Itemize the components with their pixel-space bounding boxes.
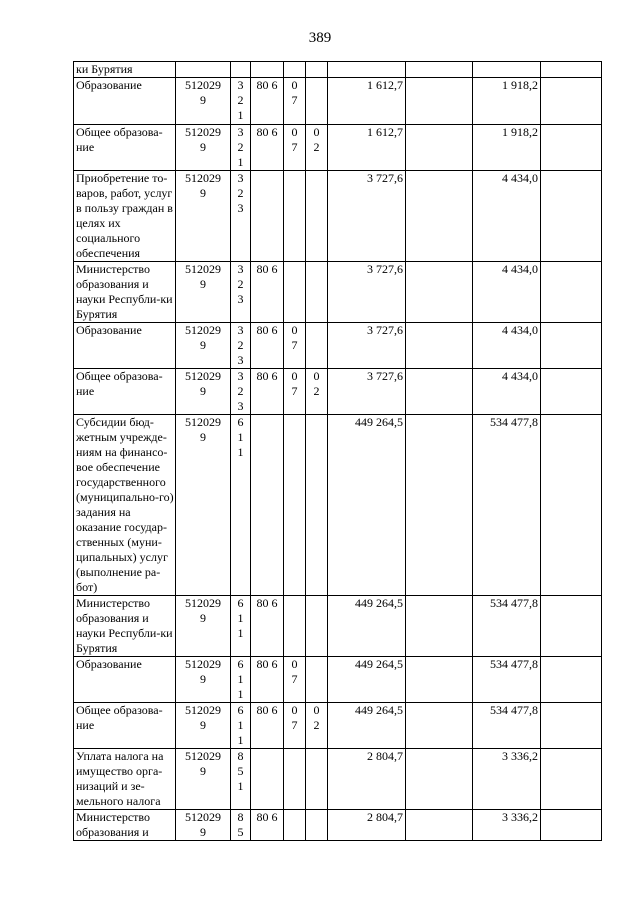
empty-cell bbox=[541, 596, 602, 657]
amount-2-cell: 4 434,0 bbox=[473, 171, 541, 262]
item-name-cell: Приобретение то-варов, работ, услуг в пользу граждан в целях их социального обеспечения bbox=[74, 171, 176, 262]
section-cell: 0 7 bbox=[284, 369, 306, 415]
amount-2-cell: 4 434,0 bbox=[473, 369, 541, 415]
target-article-cell: 512029 9 bbox=[176, 657, 231, 703]
expense-type-cell: 6 1 1 bbox=[231, 657, 251, 703]
administrator-cell: 80 6 bbox=[251, 596, 284, 657]
target-article-cell: 512029 9 bbox=[176, 596, 231, 657]
section-cell bbox=[284, 171, 306, 262]
table-row bbox=[74, 596, 602, 657]
target-article-cell: 512029 9 bbox=[176, 369, 231, 415]
subsection-cell bbox=[306, 62, 328, 78]
section-cell bbox=[284, 62, 306, 78]
amount-1-cell: 449 264,5 bbox=[328, 596, 406, 657]
subsection-cell bbox=[306, 323, 328, 369]
amount-2-cell: 3 336,2 bbox=[473, 810, 541, 841]
empty-cell bbox=[541, 171, 602, 262]
empty-cell bbox=[541, 415, 602, 596]
target-article-cell: 512029 9 bbox=[176, 415, 231, 596]
item-name-cell: Министерство образования и науки Республи-ки Бурятия bbox=[74, 262, 176, 323]
budget-table bbox=[73, 61, 602, 841]
empty-cell bbox=[406, 415, 473, 596]
amount-2-cell: 4 434,0 bbox=[473, 262, 541, 323]
subsection-cell bbox=[306, 657, 328, 703]
item-name-cell: Образование bbox=[74, 657, 176, 703]
target-article-cell: 512029 9 bbox=[176, 125, 231, 171]
amount-1-cell: 449 264,5 bbox=[328, 415, 406, 596]
item-name-cell: Министерство образования и bbox=[74, 810, 176, 841]
expense-type-cell: 3 2 3 bbox=[231, 171, 251, 262]
amount-2-cell: 534 477,8 bbox=[473, 703, 541, 749]
section-cell: 0 7 bbox=[284, 657, 306, 703]
amount-1-cell: 1 612,7 bbox=[328, 125, 406, 171]
expense-type-cell: 6 1 1 bbox=[231, 596, 251, 657]
table-row bbox=[74, 810, 602, 841]
subsection-cell bbox=[306, 749, 328, 810]
empty-cell bbox=[541, 262, 602, 323]
item-name-cell: Министерство образования и науки Республи-ки Бурятия bbox=[74, 596, 176, 657]
empty-cell bbox=[406, 125, 473, 171]
expense-type-cell: 8 5 bbox=[231, 810, 251, 841]
empty-cell bbox=[541, 369, 602, 415]
item-name-cell: Общее образова-ние bbox=[74, 703, 176, 749]
administrator-cell: 80 6 bbox=[251, 810, 284, 841]
amount-1-cell: 449 264,5 bbox=[328, 657, 406, 703]
expense-type-cell: 3 2 3 bbox=[231, 262, 251, 323]
administrator-cell bbox=[251, 749, 284, 810]
subsection-cell: 0 2 bbox=[306, 703, 328, 749]
empty-cell bbox=[541, 78, 602, 125]
empty-cell bbox=[406, 703, 473, 749]
empty-cell bbox=[406, 810, 473, 841]
subsection-cell bbox=[306, 262, 328, 323]
administrator-cell bbox=[251, 415, 284, 596]
section-cell bbox=[284, 262, 306, 323]
section-cell bbox=[284, 749, 306, 810]
page-number: 389 bbox=[308, 30, 332, 46]
empty-cell bbox=[541, 749, 602, 810]
empty-cell bbox=[406, 369, 473, 415]
administrator-cell: 80 6 bbox=[251, 657, 284, 703]
section-cell: 0 7 bbox=[284, 78, 306, 125]
table-row bbox=[74, 703, 602, 749]
empty-cell bbox=[406, 62, 473, 78]
amount-1-cell: 3 727,6 bbox=[328, 369, 406, 415]
table-row bbox=[74, 78, 602, 125]
section-cell bbox=[284, 810, 306, 841]
administrator-cell: 80 6 bbox=[251, 369, 284, 415]
item-name-cell: Уплата налога на имущество орга-низаций и зе-мельного налога bbox=[74, 749, 176, 810]
item-name-cell: Образование bbox=[74, 323, 176, 369]
administrator-cell: 80 6 bbox=[251, 78, 284, 125]
administrator-cell: 80 6 bbox=[251, 262, 284, 323]
amount-1-cell bbox=[328, 62, 406, 78]
subsection-cell: 0 2 bbox=[306, 369, 328, 415]
item-name-cell: Общее образова-ние bbox=[74, 369, 176, 415]
expense-type-cell: 6 1 1 bbox=[231, 415, 251, 596]
target-article-cell: 512029 9 bbox=[176, 810, 231, 841]
empty-cell bbox=[406, 749, 473, 810]
target-article-cell: 512029 9 bbox=[176, 703, 231, 749]
section-cell: 0 7 bbox=[284, 323, 306, 369]
table-row bbox=[74, 749, 602, 810]
amount-2-cell: 534 477,8 bbox=[473, 415, 541, 596]
target-article-cell: 512029 9 bbox=[176, 749, 231, 810]
administrator-cell: 80 6 bbox=[251, 323, 284, 369]
section-cell: 0 7 bbox=[284, 703, 306, 749]
expense-type-cell: 3 2 3 bbox=[231, 323, 251, 369]
subsection-cell bbox=[306, 596, 328, 657]
expense-type-cell: 3 2 3 bbox=[231, 369, 251, 415]
target-article-cell: 512029 9 bbox=[176, 171, 231, 262]
item-name-cell: ки Бурятия bbox=[74, 62, 176, 78]
expense-type-cell: 3 2 1 bbox=[231, 125, 251, 171]
empty-cell bbox=[541, 323, 602, 369]
table-row bbox=[74, 62, 602, 78]
item-name-cell: Общее образова-ние bbox=[74, 125, 176, 171]
administrator-cell bbox=[251, 62, 284, 78]
empty-cell bbox=[406, 262, 473, 323]
subsection-cell bbox=[306, 78, 328, 125]
empty-cell bbox=[541, 810, 602, 841]
subsection-cell bbox=[306, 171, 328, 262]
empty-cell bbox=[406, 171, 473, 262]
table-row bbox=[74, 323, 602, 369]
administrator-cell: 80 6 bbox=[251, 125, 284, 171]
amount-2-cell: 3 336,2 bbox=[473, 749, 541, 810]
expense-type-cell: 8 5 1 bbox=[231, 749, 251, 810]
table-row bbox=[74, 171, 602, 262]
table-row bbox=[74, 125, 602, 171]
amount-1-cell: 3 727,6 bbox=[328, 262, 406, 323]
amount-2-cell: 4 434,0 bbox=[473, 323, 541, 369]
section-cell bbox=[284, 596, 306, 657]
table-row bbox=[74, 369, 602, 415]
empty-cell bbox=[406, 323, 473, 369]
amount-1-cell: 3 727,6 bbox=[328, 171, 406, 262]
item-name-cell: Субсидии бюд-жетным учрежде-ниям на финансо-вое обеспечение государственного (муниципально-го) задания на оказание государ-ственных (муни-ципальных) услуг (выполнение ра-бот) bbox=[74, 415, 176, 596]
amount-1-cell: 1 612,7 bbox=[328, 78, 406, 125]
target-article-cell: 512029 9 bbox=[176, 323, 231, 369]
amount-1-cell: 449 264,5 bbox=[328, 703, 406, 749]
empty-cell bbox=[541, 657, 602, 703]
empty-cell bbox=[406, 596, 473, 657]
empty-cell bbox=[406, 78, 473, 125]
table-row bbox=[74, 657, 602, 703]
section-cell bbox=[284, 415, 306, 596]
empty-cell bbox=[541, 62, 602, 78]
subsection-cell bbox=[306, 415, 328, 596]
administrator-cell bbox=[251, 171, 284, 262]
amount-1-cell: 3 727,6 bbox=[328, 323, 406, 369]
target-article-cell bbox=[176, 62, 231, 78]
subsection-cell: 0 2 bbox=[306, 125, 328, 171]
amount-1-cell: 2 804,7 bbox=[328, 810, 406, 841]
expense-type-cell: 6 1 1 bbox=[231, 703, 251, 749]
administrator-cell: 80 6 bbox=[251, 703, 284, 749]
amount-2-cell bbox=[473, 62, 541, 78]
target-article-cell: 512029 9 bbox=[176, 78, 231, 125]
table-row bbox=[74, 262, 602, 323]
target-article-cell: 512029 9 bbox=[176, 262, 231, 323]
amount-2-cell: 534 477,8 bbox=[473, 596, 541, 657]
section-cell: 0 7 bbox=[284, 125, 306, 171]
budget-table-body bbox=[74, 62, 602, 841]
amount-2-cell: 534 477,8 bbox=[473, 657, 541, 703]
expense-type-cell: 3 2 1 bbox=[231, 78, 251, 125]
amount-2-cell: 1 918,2 bbox=[473, 125, 541, 171]
empty-cell bbox=[541, 125, 602, 171]
amount-2-cell: 1 918,2 bbox=[473, 78, 541, 125]
amount-1-cell: 2 804,7 bbox=[328, 749, 406, 810]
empty-cell bbox=[541, 703, 602, 749]
item-name-cell: Образование bbox=[74, 78, 176, 125]
table-row bbox=[74, 415, 602, 596]
subsection-cell bbox=[306, 810, 328, 841]
expense-type-cell bbox=[231, 62, 251, 78]
empty-cell bbox=[406, 657, 473, 703]
